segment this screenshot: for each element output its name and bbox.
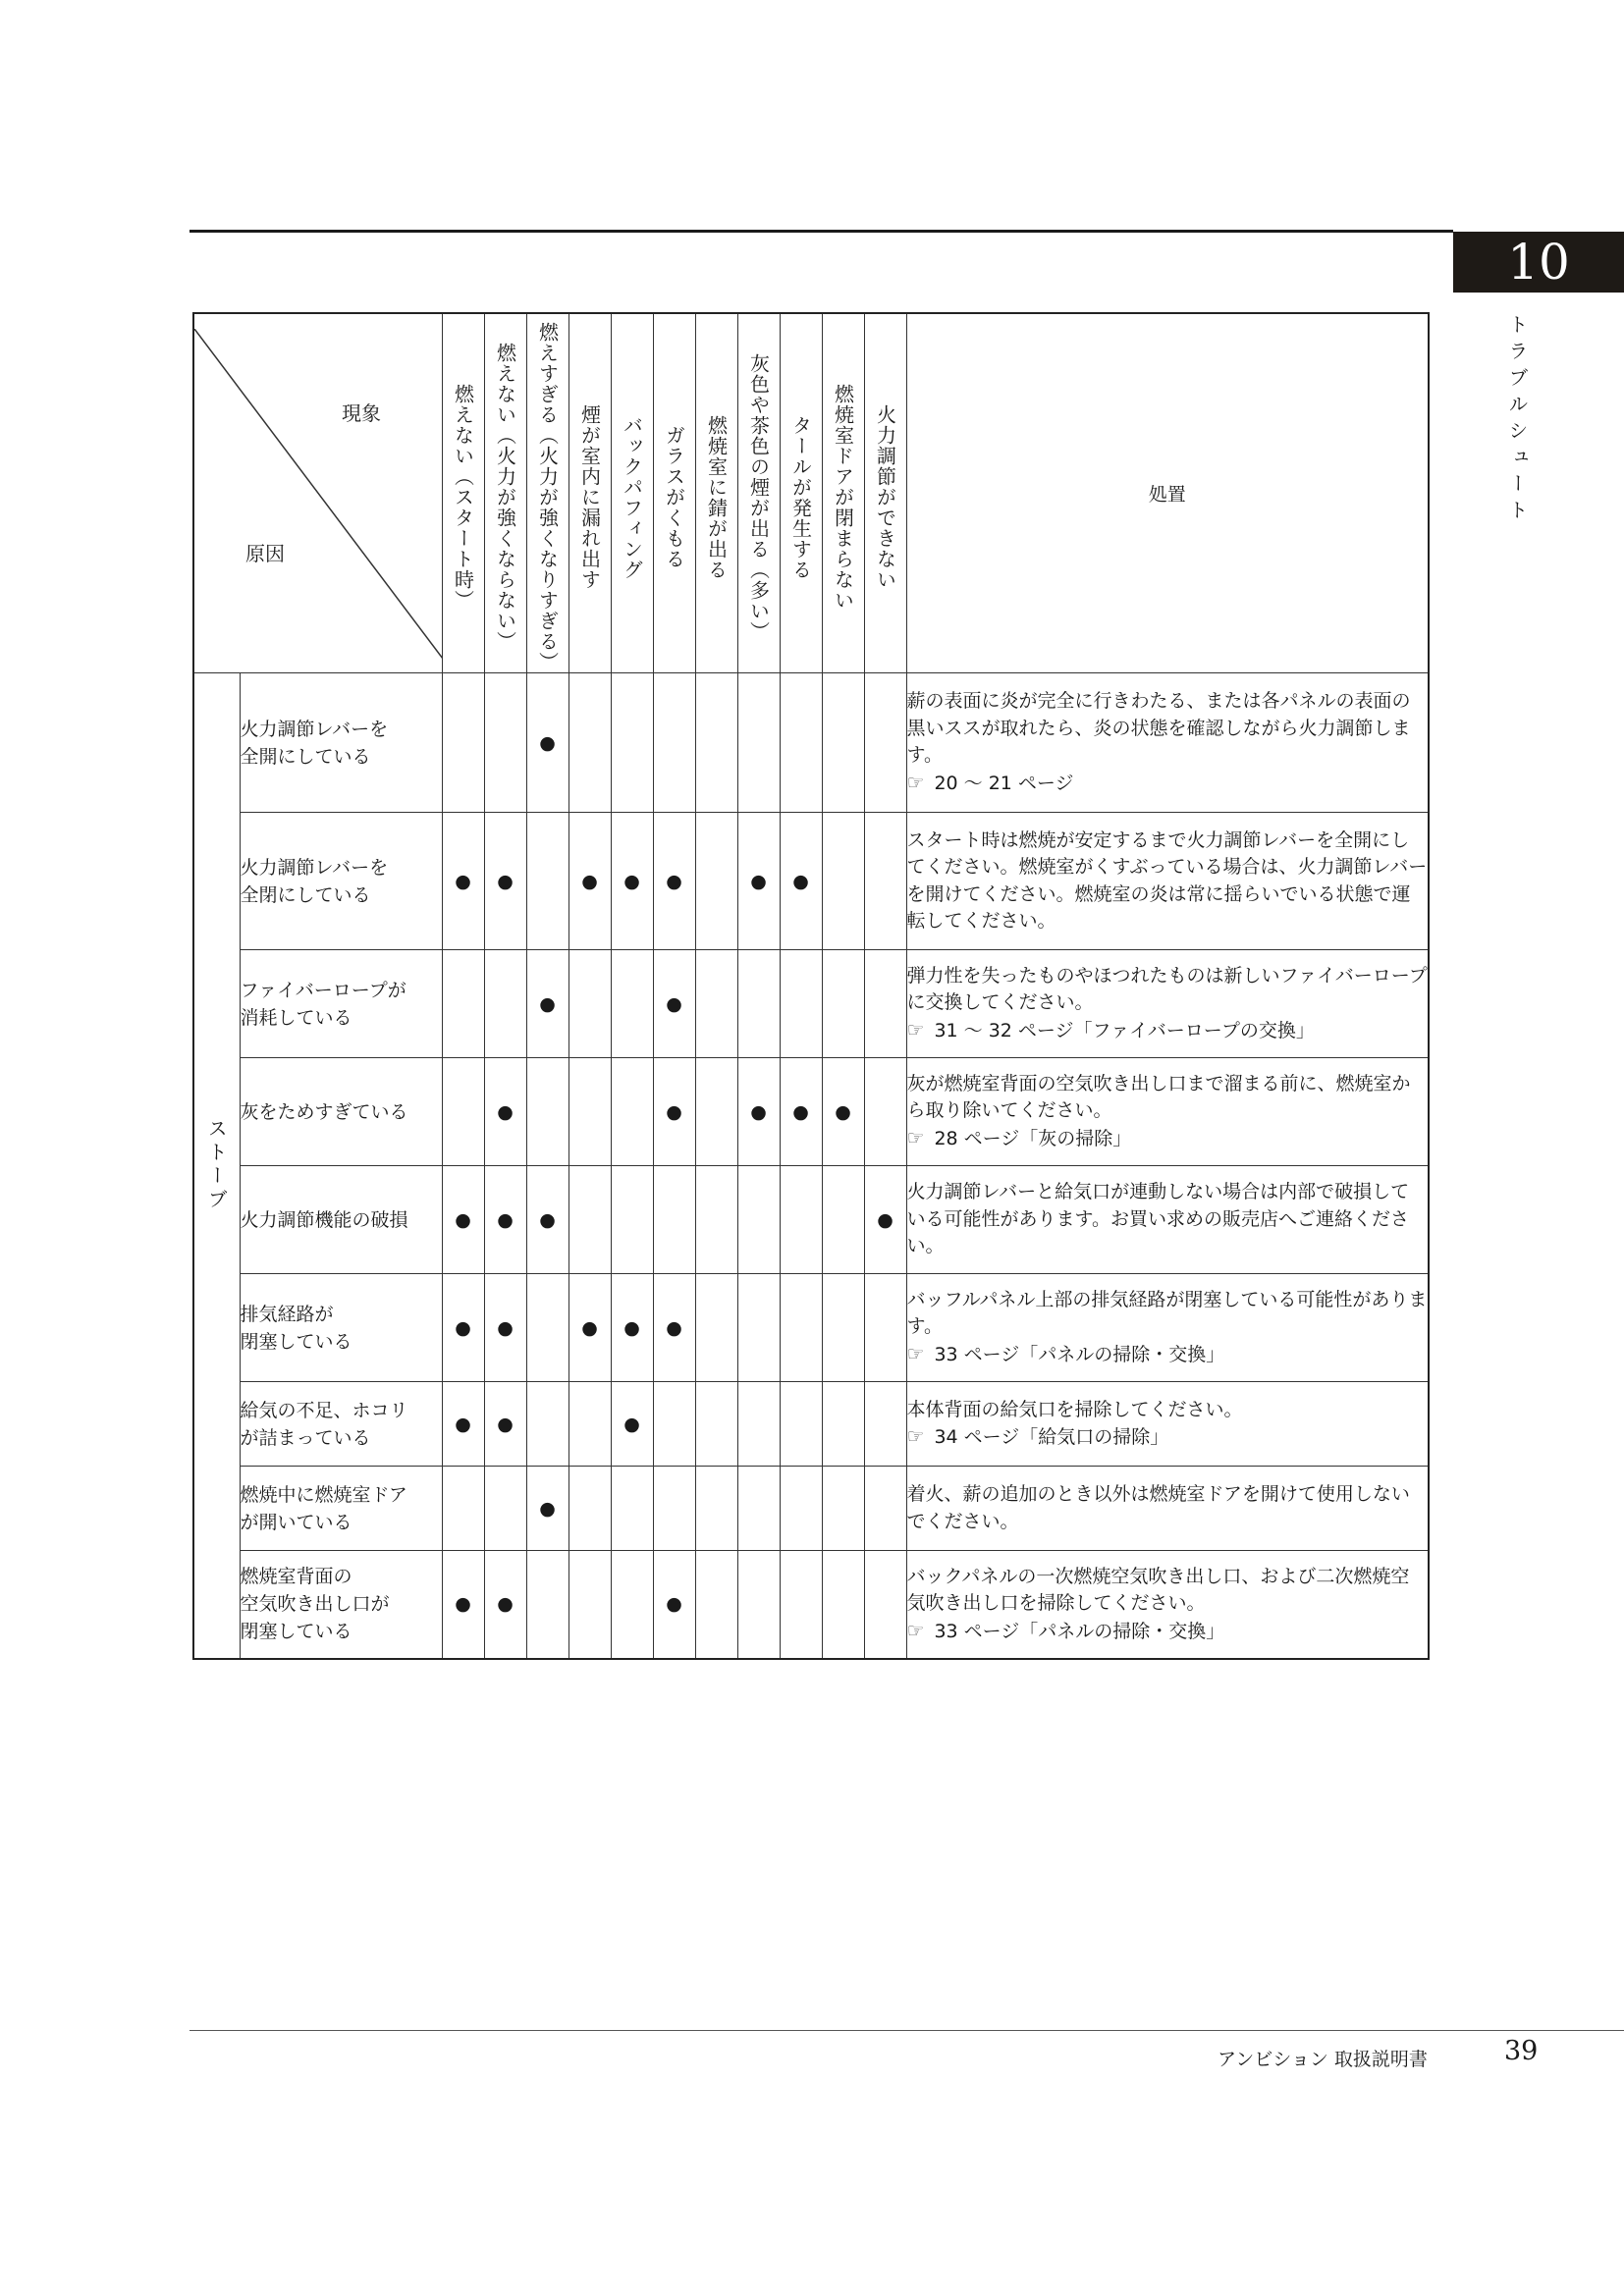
cause-text: 火力調節レバーを — [240, 856, 389, 879]
symptom-mark: ● — [442, 813, 484, 950]
cause-text: 消耗している — [240, 1006, 352, 1029]
empty-mark-cell — [484, 1467, 526, 1551]
empty-mark-cell — [695, 1058, 737, 1166]
pointing-hand-icon: ☞ — [906, 1125, 925, 1149]
empty-mark-cell — [484, 950, 526, 1058]
empty-mark-cell — [780, 673, 822, 813]
empty-mark-cell — [822, 673, 864, 813]
symptom-mark: ● — [442, 1166, 484, 1274]
symptom-mark: ● — [568, 813, 611, 950]
symptom-header-cell — [568, 313, 611, 673]
page-reference — [907, 1618, 1429, 1646]
page-number: 39 — [1504, 2036, 1539, 2066]
cause-text: 灰をためすぎている — [240, 1100, 408, 1123]
empty-mark-cell — [484, 673, 526, 813]
empty-mark-cell — [695, 813, 737, 950]
cause-cell — [240, 1058, 442, 1166]
action-cell — [906, 1058, 1429, 1166]
symptom-header-cell — [484, 313, 526, 673]
cause-cell — [240, 813, 442, 950]
symptom-header: 火力調節ができない — [873, 404, 897, 590]
symptom-mark: ● — [737, 813, 780, 950]
empty-mark-cell — [526, 1551, 568, 1659]
symptom-header-cell — [653, 313, 695, 673]
empty-mark-cell — [611, 950, 653, 1058]
empty-mark-cell — [526, 1274, 568, 1382]
symptom-header-cell — [780, 313, 822, 673]
action-cell — [906, 1166, 1429, 1274]
symptom-mark: ● — [442, 1274, 484, 1382]
symptom-mark: ● — [484, 1551, 526, 1659]
cause-text: が開いている — [240, 1511, 352, 1533]
pointing-hand-icon: ☞ — [906, 1017, 925, 1041]
symptom-mark: ● — [484, 813, 526, 950]
empty-mark-cell — [864, 1382, 906, 1467]
empty-mark-cell — [864, 1058, 906, 1166]
symptom-header-cell — [737, 313, 780, 673]
empty-mark-cell — [780, 1274, 822, 1382]
empty-mark-cell — [822, 1551, 864, 1659]
pointing-hand-icon: ☞ — [906, 770, 925, 794]
empty-mark-cell — [822, 1467, 864, 1551]
cause-text: 全閉にしている — [240, 883, 371, 906]
empty-mark-cell — [864, 673, 906, 813]
pointing-hand-icon: ☞ — [906, 1424, 925, 1448]
empty-mark-cell — [568, 1551, 611, 1659]
empty-mark-cell — [822, 1382, 864, 1467]
empty-mark-cell — [864, 950, 906, 1058]
page-reference-text: 33 ページ「パネルの掃除・交換」 — [934, 1620, 1225, 1642]
symptom-mark: ● — [526, 1467, 568, 1551]
empty-mark-cell — [568, 950, 611, 1058]
symptom-mark: ● — [653, 813, 695, 950]
action-cell — [906, 1467, 1429, 1551]
action-cell — [906, 1274, 1429, 1382]
pointing-hand-icon: ☞ — [906, 1341, 925, 1365]
cause-cell — [240, 950, 442, 1058]
empty-mark-cell — [442, 950, 484, 1058]
symptom-header: ガラスがくもる — [662, 425, 686, 569]
action-text: スタート時は燃焼が安定するまで火力調節レバーを全開にしてください。燃焼室がくすぶっている場合は、火力調節レバーを開けてください。燃焼室の炎は常に揺らいでいる状態で運転してください。 — [906, 828, 1428, 932]
symptom-mark: ● — [780, 1058, 822, 1166]
empty-mark-cell — [737, 1166, 780, 1274]
empty-mark-cell — [442, 673, 484, 813]
empty-mark-cell — [737, 1382, 780, 1467]
empty-mark-cell — [695, 673, 737, 813]
empty-mark-cell — [526, 1058, 568, 1166]
cause-cell — [240, 1551, 442, 1659]
page-reference — [907, 1017, 1429, 1045]
empty-mark-cell — [442, 1058, 484, 1166]
table-row — [193, 950, 1429, 1058]
empty-mark-cell — [695, 1551, 737, 1659]
pointing-hand-icon: ☞ — [906, 1618, 925, 1642]
symptom-header: 灰色や茶色の煙が出る（多い） — [746, 352, 771, 642]
header-rule — [189, 230, 1453, 233]
page-reference — [907, 1423, 1429, 1452]
symptom-mark: ● — [611, 1382, 653, 1467]
symptom-mark: ● — [611, 1274, 653, 1382]
page-reference-text: 28 ページ「灰の掃除」 — [934, 1127, 1132, 1149]
empty-mark-cell — [442, 1467, 484, 1551]
symptom-header: 燃えない（スタート時） — [451, 384, 475, 611]
cause-cell — [240, 1467, 442, 1551]
empty-mark-cell — [568, 1058, 611, 1166]
empty-mark-cell — [695, 1166, 737, 1274]
symptom-mark: ● — [822, 1058, 864, 1166]
table-row — [193, 1382, 1429, 1467]
symptom-mark: ● — [484, 1382, 526, 1467]
symptom-mark: ● — [780, 813, 822, 950]
action-text: 本体背面の給気口を掃除してください。 — [906, 1398, 1243, 1420]
table-row — [193, 673, 1429, 813]
page-reference — [907, 770, 1429, 798]
empty-mark-cell — [864, 1467, 906, 1551]
action-text: バッフルパネル上部の排気経路が閉塞している可能性があります。 — [906, 1288, 1428, 1338]
action-cell — [906, 673, 1429, 813]
symptom-mark: ● — [653, 950, 695, 1058]
empty-mark-cell — [780, 1166, 822, 1274]
symptom-header: 煙が室内に漏れ出す — [577, 404, 602, 590]
symptom-mark: ● — [653, 1274, 695, 1382]
empty-mark-cell — [737, 1551, 780, 1659]
page-reference-text: 34 ページ「給気口の掃除」 — [934, 1426, 1169, 1448]
empty-mark-cell — [526, 813, 568, 950]
empty-mark-cell — [611, 1467, 653, 1551]
action-text: 火力調節レバーと給気口が連動しない場合は内部で破損している可能性があります。お買い求めの販売店へご連絡ください。 — [906, 1181, 1410, 1257]
action-text: 着火、薪の追加のとき以外は燃焼室ドアを開けて使用しないでください。 — [906, 1483, 1410, 1532]
empty-mark-cell — [864, 813, 906, 950]
symptom-mark: ● — [526, 1166, 568, 1274]
empty-mark-cell — [737, 1274, 780, 1382]
empty-mark-cell — [822, 950, 864, 1058]
table-row — [193, 1274, 1429, 1382]
table-row — [193, 1551, 1429, 1659]
cause-text: 空気吹き出し口が — [240, 1593, 390, 1616]
page-reference — [907, 1341, 1429, 1369]
empty-mark-cell — [695, 1382, 737, 1467]
empty-mark-cell — [611, 1551, 653, 1659]
cause-text: ファイバーロープが — [240, 979, 406, 1001]
cause-text: 閉塞している — [240, 1330, 352, 1353]
symptom-header: 燃えない（火力が強くならない） — [493, 343, 517, 652]
symptom-mark: ● — [484, 1166, 526, 1274]
empty-mark-cell — [653, 1382, 695, 1467]
symptom-mark: ● — [737, 1058, 780, 1166]
symptom-mark: ● — [442, 1382, 484, 1467]
empty-mark-cell — [780, 1467, 822, 1551]
troubleshooting-table — [192, 312, 1430, 1660]
group-cell — [193, 673, 240, 1659]
action-text: 薪の表面に炎が完全に行きわたる、または各パネルの表面の黒いススが取れたら、炎の状態を確認しながら火力調節します。 — [906, 690, 1411, 766]
cause-text: 給気の不足、ホコリ — [240, 1399, 408, 1421]
empty-mark-cell — [568, 1382, 611, 1467]
cause-cell — [240, 1274, 442, 1382]
empty-mark-cell — [653, 1166, 695, 1274]
empty-mark-cell — [695, 1467, 737, 1551]
action-text: 灰が燃焼室背面の空気吹き出し口まで溜まる前に、燃焼室から取り除いてください。 — [906, 1072, 1411, 1122]
empty-mark-cell — [737, 1467, 780, 1551]
page-reference-text: 33 ページ「パネルの掃除・交換」 — [934, 1343, 1225, 1365]
empty-mark-cell — [568, 673, 611, 813]
empty-mark-cell — [526, 1382, 568, 1467]
empty-mark-cell — [653, 673, 695, 813]
chapter-number-badge: 10 — [1453, 232, 1624, 293]
symptom-mark: ● — [484, 1274, 526, 1382]
symptom-header-cell — [695, 313, 737, 673]
symptom-header: 燃えすぎる（火力が強くなりすぎる） — [535, 322, 560, 672]
empty-mark-cell — [611, 673, 653, 813]
table-row — [193, 1058, 1429, 1166]
cause-label: 原因 — [245, 541, 285, 565]
symptom-header-cell — [526, 313, 568, 673]
table-row — [193, 813, 1429, 950]
group-label: ストーブ — [204, 1118, 229, 1213]
empty-mark-cell — [822, 1166, 864, 1274]
empty-mark-cell — [737, 950, 780, 1058]
empty-mark-cell — [822, 1274, 864, 1382]
symptom-header: タールが発生する — [788, 414, 813, 580]
page-reference — [907, 1125, 1429, 1153]
symptom-mark: ● — [568, 1274, 611, 1382]
symptom-mark: ● — [526, 673, 568, 813]
empty-mark-cell — [864, 1551, 906, 1659]
cause-text: 火力調節機能の破損 — [240, 1208, 408, 1231]
cause-text: 火力調節レバーを — [240, 718, 389, 740]
symptom-mark: ● — [484, 1058, 526, 1166]
symptom-header-cell — [822, 313, 864, 673]
empty-mark-cell — [695, 1274, 737, 1382]
phenomenon-label: 現象 — [342, 400, 381, 425]
symptom-mark: ● — [864, 1166, 906, 1274]
table-header-row — [193, 313, 1429, 673]
cause-text: 燃焼中に燃焼室ドア — [240, 1483, 407, 1506]
cause-text: 閉塞している — [240, 1621, 352, 1643]
cause-cell — [240, 1166, 442, 1274]
symptom-header-cell — [442, 313, 484, 673]
symptom-header: バックパフィング — [620, 414, 644, 580]
symptom-header-cell — [611, 313, 653, 673]
symptom-mark: ● — [442, 1551, 484, 1659]
empty-mark-cell — [695, 950, 737, 1058]
action-cell — [906, 950, 1429, 1058]
section-title: トラブルシュート — [1505, 314, 1529, 526]
cause-text: 排気経路が — [240, 1303, 334, 1325]
page-reference-text: 20 ～ 21 ページ — [934, 772, 1074, 794]
empty-mark-cell — [568, 1166, 611, 1274]
action-text: バックパネルの一次燃焼空気吹き出し口、および二次燃焼空気吹き出し口を掃除してください。 — [906, 1565, 1410, 1614]
header-corner-cell — [193, 313, 442, 673]
empty-mark-cell — [822, 813, 864, 950]
cause-text: が詰まっている — [240, 1426, 371, 1449]
empty-mark-cell — [653, 1467, 695, 1551]
empty-mark-cell — [780, 1382, 822, 1467]
empty-mark-cell — [780, 1551, 822, 1659]
cause-text: 燃焼室背面の — [240, 1566, 352, 1588]
action-cell — [906, 1551, 1429, 1659]
empty-mark-cell — [737, 673, 780, 813]
page-reference-text: 31 ～ 32 ページ「ファイバーロープの交換」 — [934, 1019, 1315, 1041]
cause-text: 全開にしている — [240, 745, 371, 768]
empty-mark-cell — [611, 1058, 653, 1166]
symptom-mark: ● — [653, 1551, 695, 1659]
action-text: 弾力性を失ったものやほつれたものは新しいファイバーロープに交換してください。 — [906, 964, 1428, 1014]
table-row — [193, 1467, 1429, 1551]
symptom-mark: ● — [653, 1058, 695, 1166]
corner-diagonal — [194, 329, 443, 659]
footer-rule — [189, 2030, 1624, 2031]
symptom-header: 燃焼室ドアが閉まらない — [831, 384, 855, 611]
symptom-mark: ● — [611, 813, 653, 950]
action-cell — [906, 1382, 1429, 1467]
empty-mark-cell — [611, 1166, 653, 1274]
empty-mark-cell — [568, 1467, 611, 1551]
cause-cell — [240, 1382, 442, 1467]
table-row — [193, 1166, 1429, 1274]
action-header: 処置 — [906, 313, 1429, 673]
empty-mark-cell — [864, 1274, 906, 1382]
symptom-mark: ● — [526, 950, 568, 1058]
action-cell — [906, 813, 1429, 950]
cause-cell — [240, 673, 442, 813]
symptom-header-cell — [864, 313, 906, 673]
symptom-header: 燃焼室に錆が出る — [704, 414, 729, 580]
empty-mark-cell — [780, 950, 822, 1058]
manual-title: アンビション 取扱説明書 — [1218, 2049, 1428, 2070]
